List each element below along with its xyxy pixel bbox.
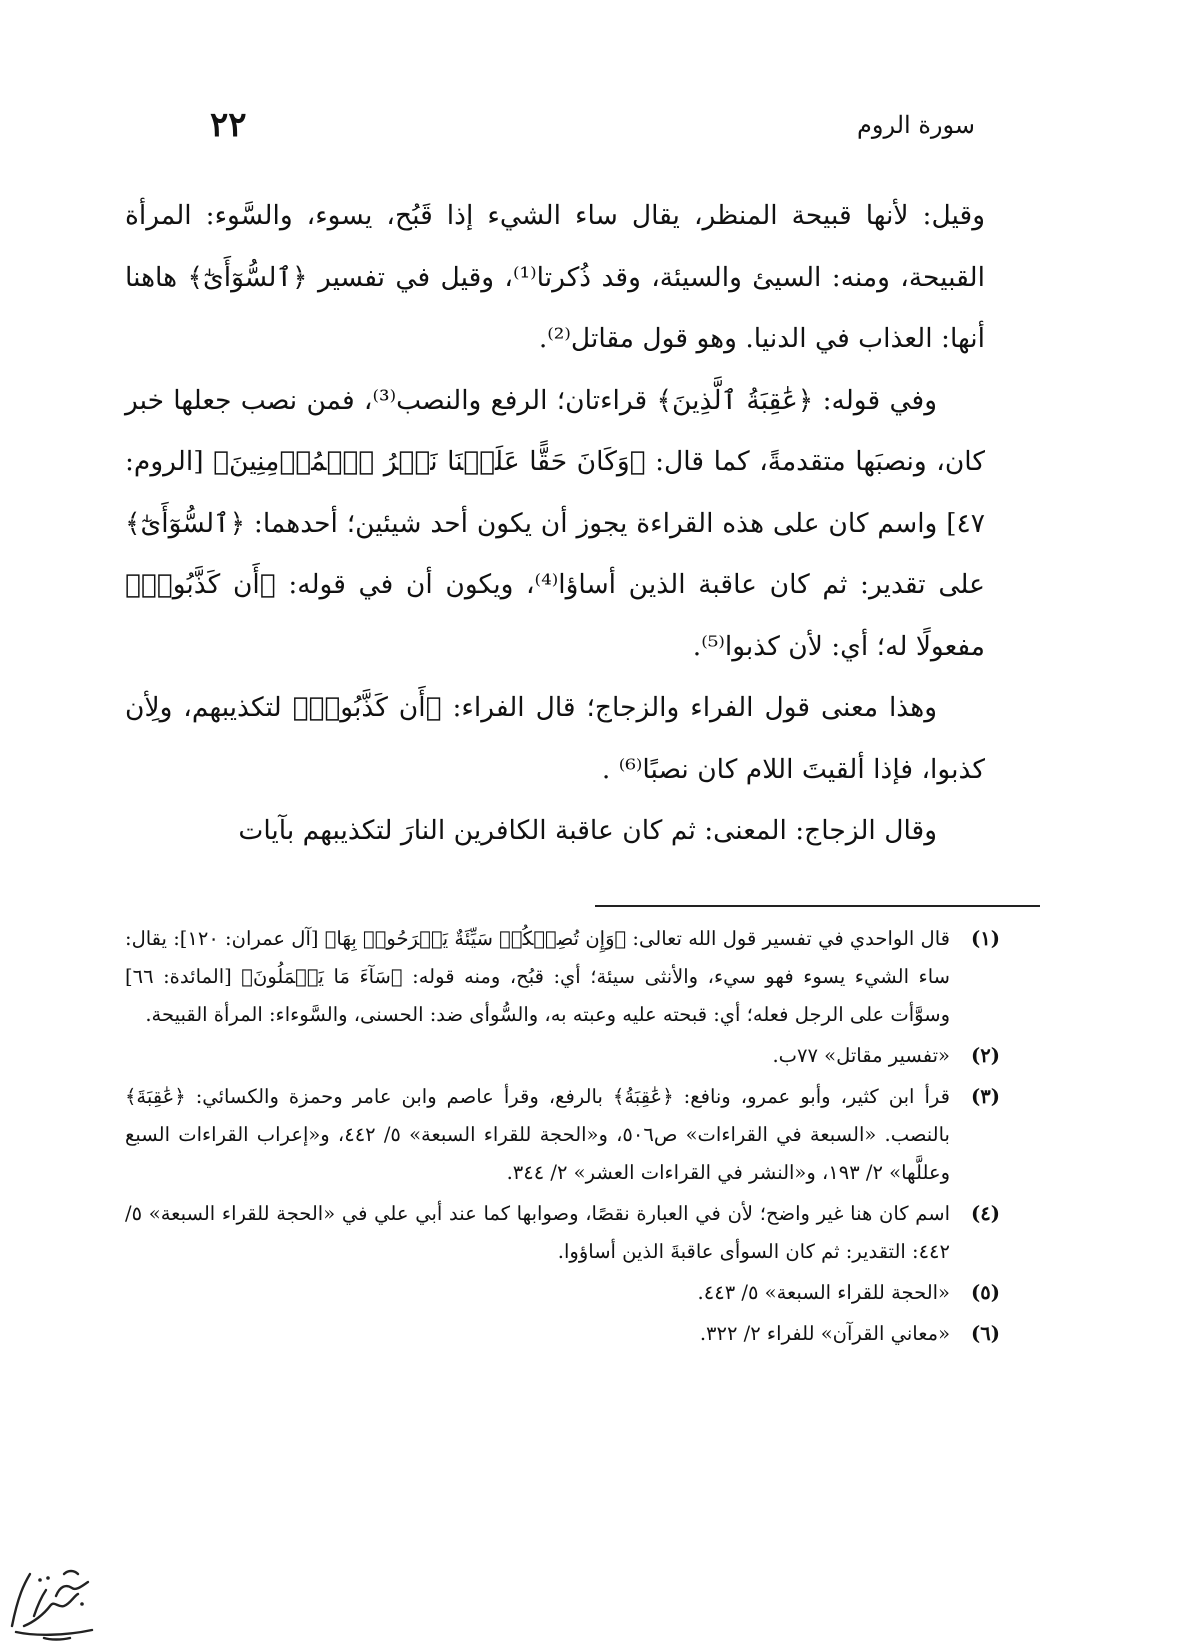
footnote-item	[125, 920, 1000, 1034]
footnote-item	[125, 1315, 1000, 1353]
footnote-item	[125, 1195, 1000, 1271]
surah-title: سورة الروم	[857, 111, 975, 139]
footnote-number: (١)	[971, 927, 1000, 950]
paragraph-3: وهذا معنى قول الفراء والزجاج؛ قال الفراء: ﴿أَن كَذَّبُوا۟﴾ لتكذيبهم، ولِأن كذبوا، فإذا ألقيتَ اللام كان نصبًا⁽⁶⁾ .	[125, 692, 985, 785]
footnote-text: قال الواحدي في تفسير قول الله تعالى: ﴿وَإِن تُصِبۡكُمۡ سَيِّئَةٌ يَفۡرَحُوا۟ بِهَا﴾ [آل عمران: ١٢٠]: يقال: ساء الشيء يسوء فهو سيء، والأنثى سيئة؛ أي: قبُح، ومنه قوله: ﴿سَآءَ مَا يَعۡمَلُونَ﴾ [المائدة: ٦٦] وسوَّأت على الرجل فعله؛ أي: قبحته عليه وعبته به، والسُّوأى ضد: الحسنى، والسَّوءاء: المرأة القبيحة.	[125, 927, 950, 1026]
footnote-number: (٥)	[971, 1281, 1000, 1304]
footnote-text: «معاني القرآن» للفراء ٢/ ٣٢٢.	[699, 1322, 950, 1345]
footnote-item	[125, 1078, 1000, 1192]
paragraph-2: وفي قوله: ﴿عَٰقِبَةُ ٱلَّذِينَ﴾ قراءتان؛ الرفع والنصب⁽³⁾، فمن نصب جعلها خبر كان، ونصبَها متقدمةً، كما قال: ﴿وَكَانَ حَقًّا عَلَيۡنَا نَصۡرُ ٱلۡمُؤۡمِنِينَ﴾ [الروم: ٤٧] واسم كان على هذه القراءة يجوز أن يكون أحد شيئين؛ أحدهما: ﴿ٱلسُّوٓأَىٰٓ﴾ على تقدير: ثم كان عاقبة الذين أساؤا⁽⁴⁾، ويكون أن في قوله: ﴿أَن كَذَّبُوا۟﴾ مفعولًا له؛ أي: لأن كذبوا⁽⁵⁾.	[125, 384, 985, 662]
footnote-number: (٤)	[971, 1202, 1000, 1225]
footnote-text: اسم كان هنا غير واضح؛ لأن في العبارة نقصًا، وصوابها كما عند أبي علي في «الحجة للقراء السبعة» ٥/ ٤٤٢: التقدير: ثم كان السوأى عاقبةَ الذين أساؤوا.	[125, 1202, 950, 1263]
footnote-divider	[595, 905, 1040, 907]
footnote-text: قرأ ابن كثير، وأبو عمرو، ونافع: ﴿عَٰقِبَةُ﴾ بالرفع، وقرأ عاصم وابن عامر وحمزة والكسائي: ﴿عَٰقِبَةَ﴾ بالنصب. «السبعة في القراءات» ص٥٠٦، و«الحجة للقراء السبعة» ٥/ ٤٤٢، و«إعراب القراءات السبع وعللَّها» ٢/ ١٩٣، و«النشر في القراءات العشر» ٢/ ٣٤٤.	[125, 1085, 950, 1184]
main-text	[125, 185, 985, 862]
almostaha-logo-icon	[4, 1556, 99, 1644]
footnote-item	[125, 1274, 1000, 1312]
footnote-text: «تفسير مقاتل» ٧٧ب.	[772, 1044, 950, 1067]
footnotes	[125, 920, 1000, 1356]
paragraph-1: وقيل: لأنها قبيحة المنظر، يقال ساء الشيء إذا قَبُح، يسوء، والسَّوء: المرأة القبيحة، ومنه: السيئ والسيئة، وقد ذُكرتا⁽¹⁾، وقيل في تفسير ﴿ٱلسُّوٓأَىٰٓ﴾ هاهنا أنها: العذاب في الدنيا. وهو قول مقاتل⁽²⁾.	[125, 200, 985, 354]
footnote-number: (٣)	[971, 1085, 1000, 1108]
page-header	[210, 100, 975, 150]
footnote-text: «الحجة للقراء السبعة» ٥/ ٤٤٣.	[697, 1281, 950, 1304]
footnote-number: (٢)	[971, 1044, 1000, 1067]
paragraph-4: وقال الزجاج: المعنى: ثم كان عاقبة الكافرين النارَ لتكذيبهم بآيات	[238, 815, 937, 846]
footnote-item	[125, 1037, 1000, 1075]
footnote-number: (٦)	[971, 1322, 1000, 1345]
page-number: ٢٢	[210, 105, 247, 145]
